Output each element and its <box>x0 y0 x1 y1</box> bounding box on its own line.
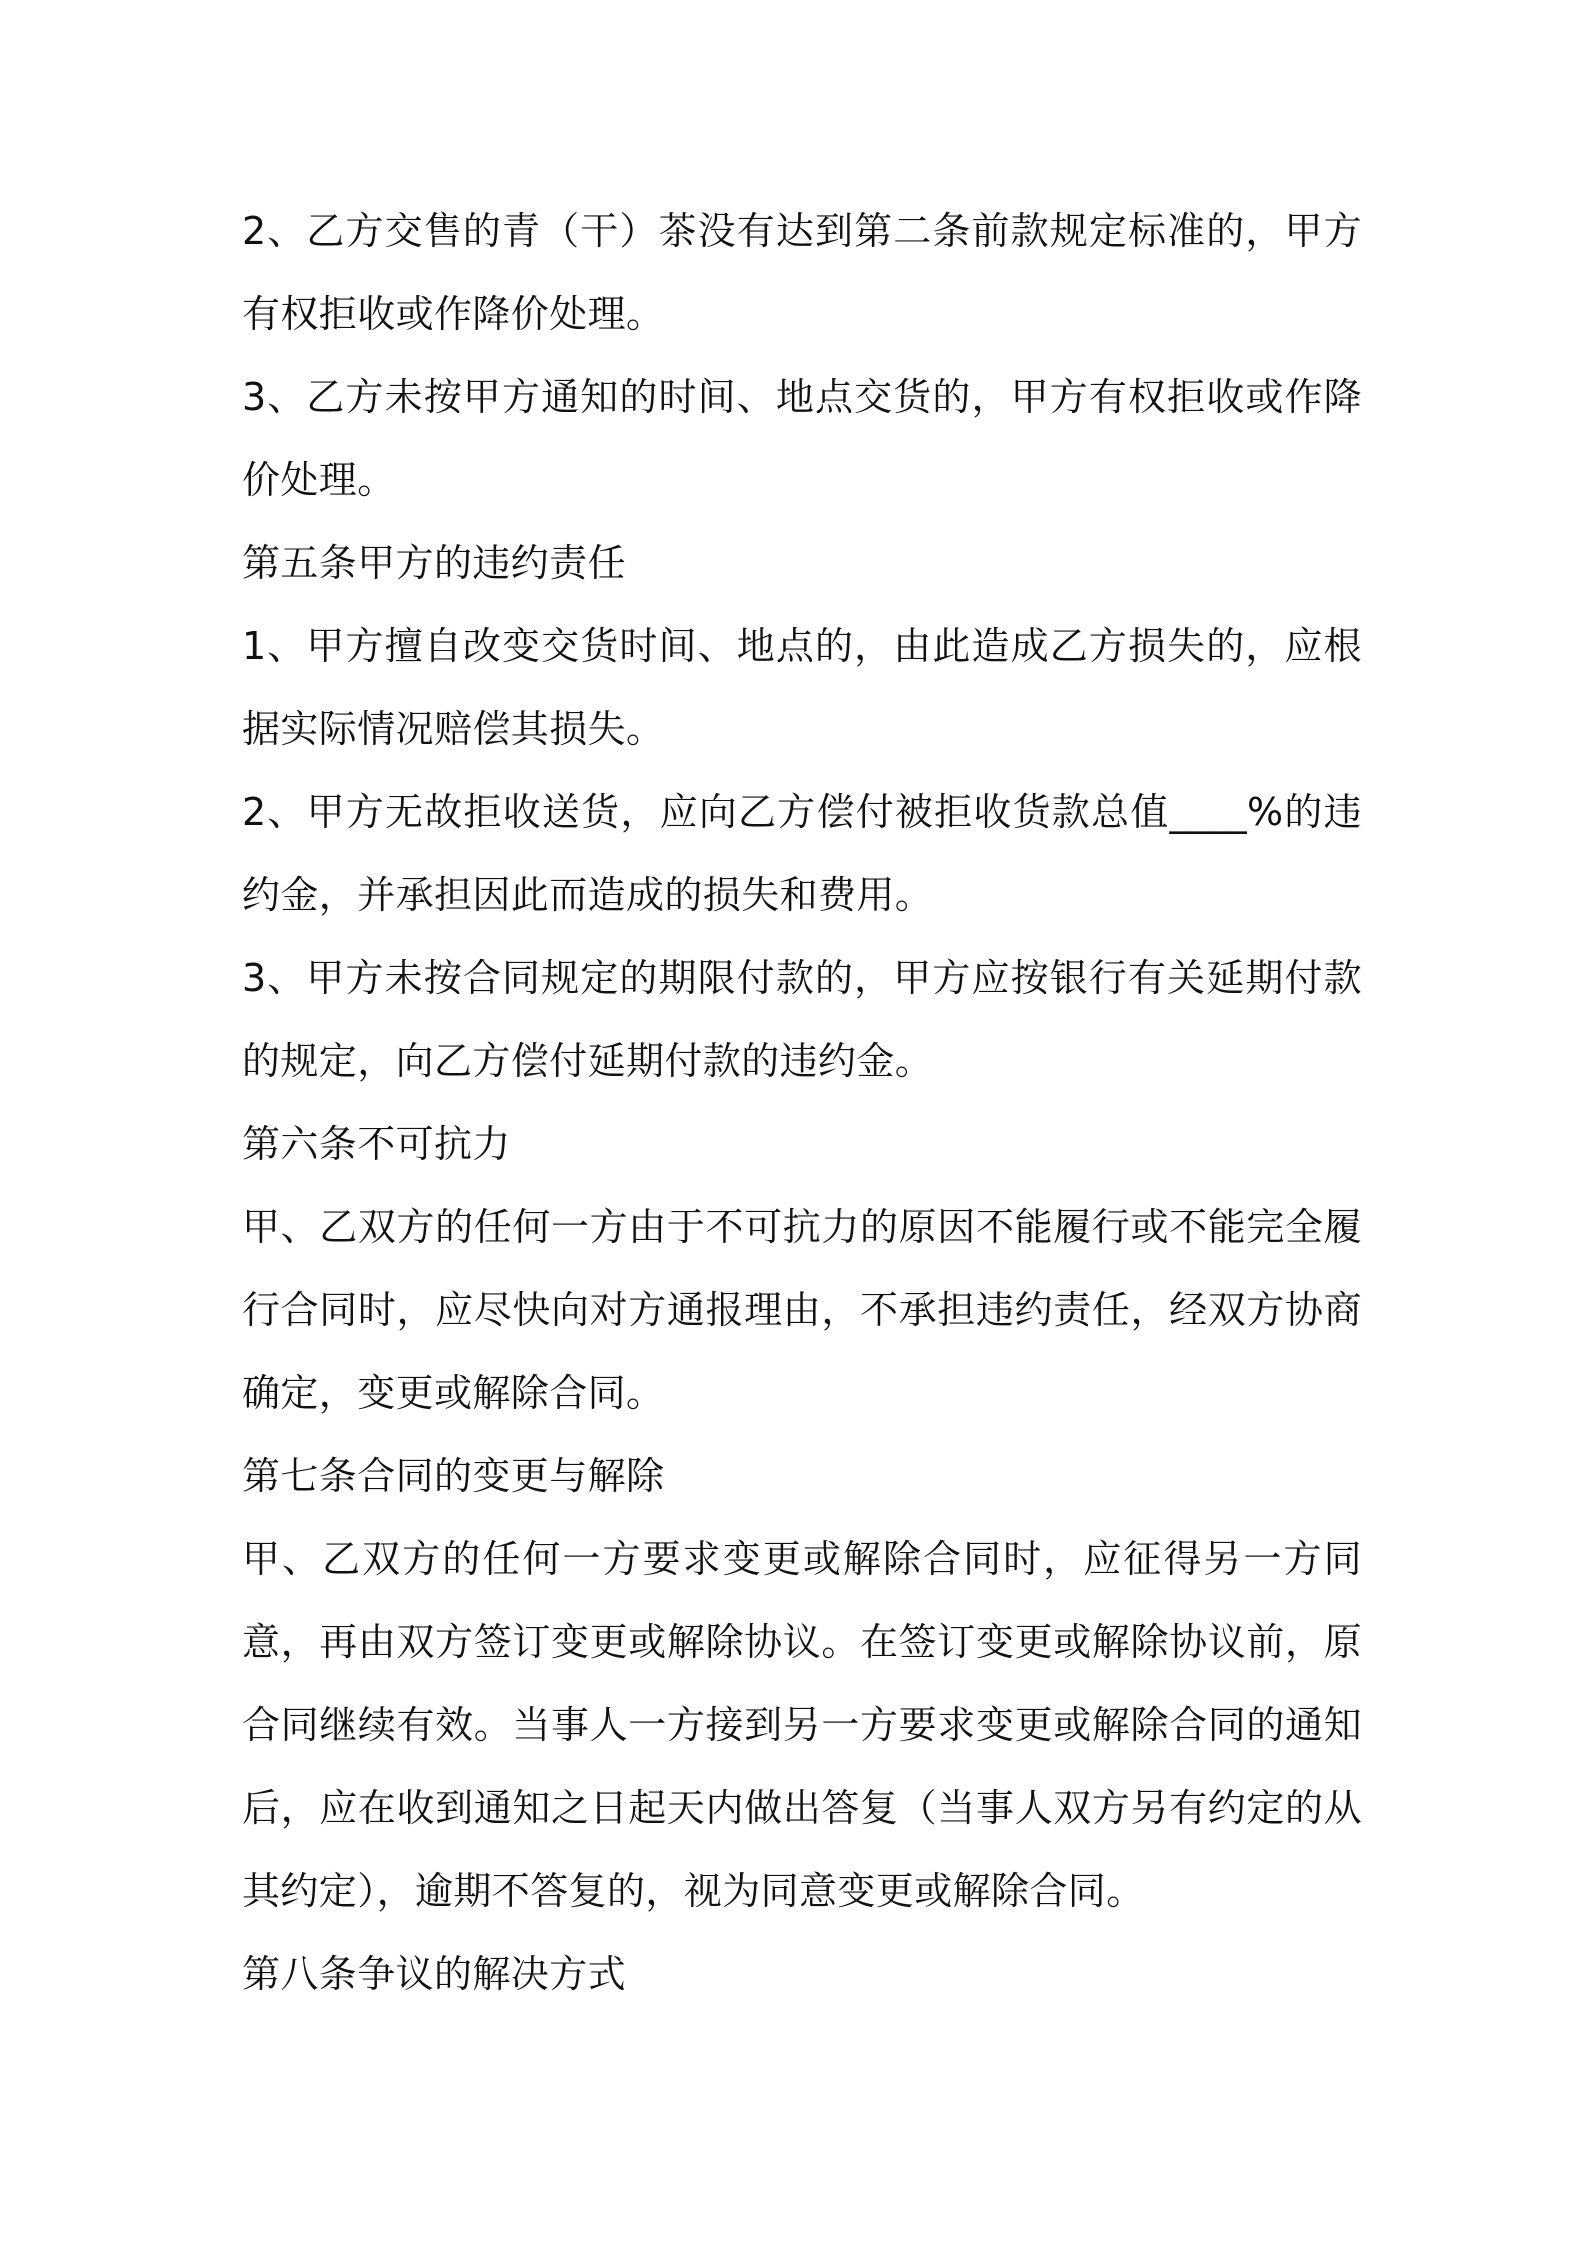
article-7-body: 甲、乙双方的任何一方要求变更或解除合同时，应征得另一方同意，再由双方签订变更或解除协议。在签订变更或解除协议前，原合同继续有效。当事人一方接到另一方要求变更或解除合同的通知后，应在收到通知之日起天内做出答复（当事人双方另有约定的从其约定），逾期不答复的，视为同意变更或解除合同。 <box>242 1537 1362 1913</box>
article-5-heading: 第五条甲方的违约责任 <box>242 541 627 585</box>
article-5-item-2: 2、甲方无故拒收送货，应向乙方偿付被拒收货款总值____%的违约金，并承担因此而造成的损失和费用。 <box>242 790 1362 917</box>
article-6-heading: 第六条不可抗力 <box>242 1122 511 1166</box>
clause-4-item-2: 2、乙方交售的青（干）茶没有达到第二条前款规定标准的，甲方有权拒收或作降价处理。 <box>242 209 1362 336</box>
article-8-heading: 第八条争议的解决方式 <box>242 1952 627 1996</box>
article-6-body: 甲、乙双方的任何一方由于不可抗力的原因不能履行或不能完全履行合同时，应尽快向对方通报理由，不承担违约责任，经双方协商确定，变更或解除合同。 <box>242 1205 1362 1415</box>
article-5-item-1: 1、甲方擅自改变交货时间、地点的，由此造成乙方损失的，应根据实际情况赔偿其损失。 <box>242 624 1362 751</box>
clause-4-item-3: 3、乙方未按甲方通知的时间、地点交货的，甲方有权拒收或作降价处理。 <box>242 375 1362 502</box>
article-7-heading: 第七条合同的变更与解除 <box>242 1454 665 1498</box>
document-body <box>242 190 1362 2016</box>
article-5-item-3: 3、甲方未按合同规定的期限付款的，甲方应按银行有关延期付款的规定，向乙方偿付延期付款的违约金。 <box>242 956 1362 1083</box>
